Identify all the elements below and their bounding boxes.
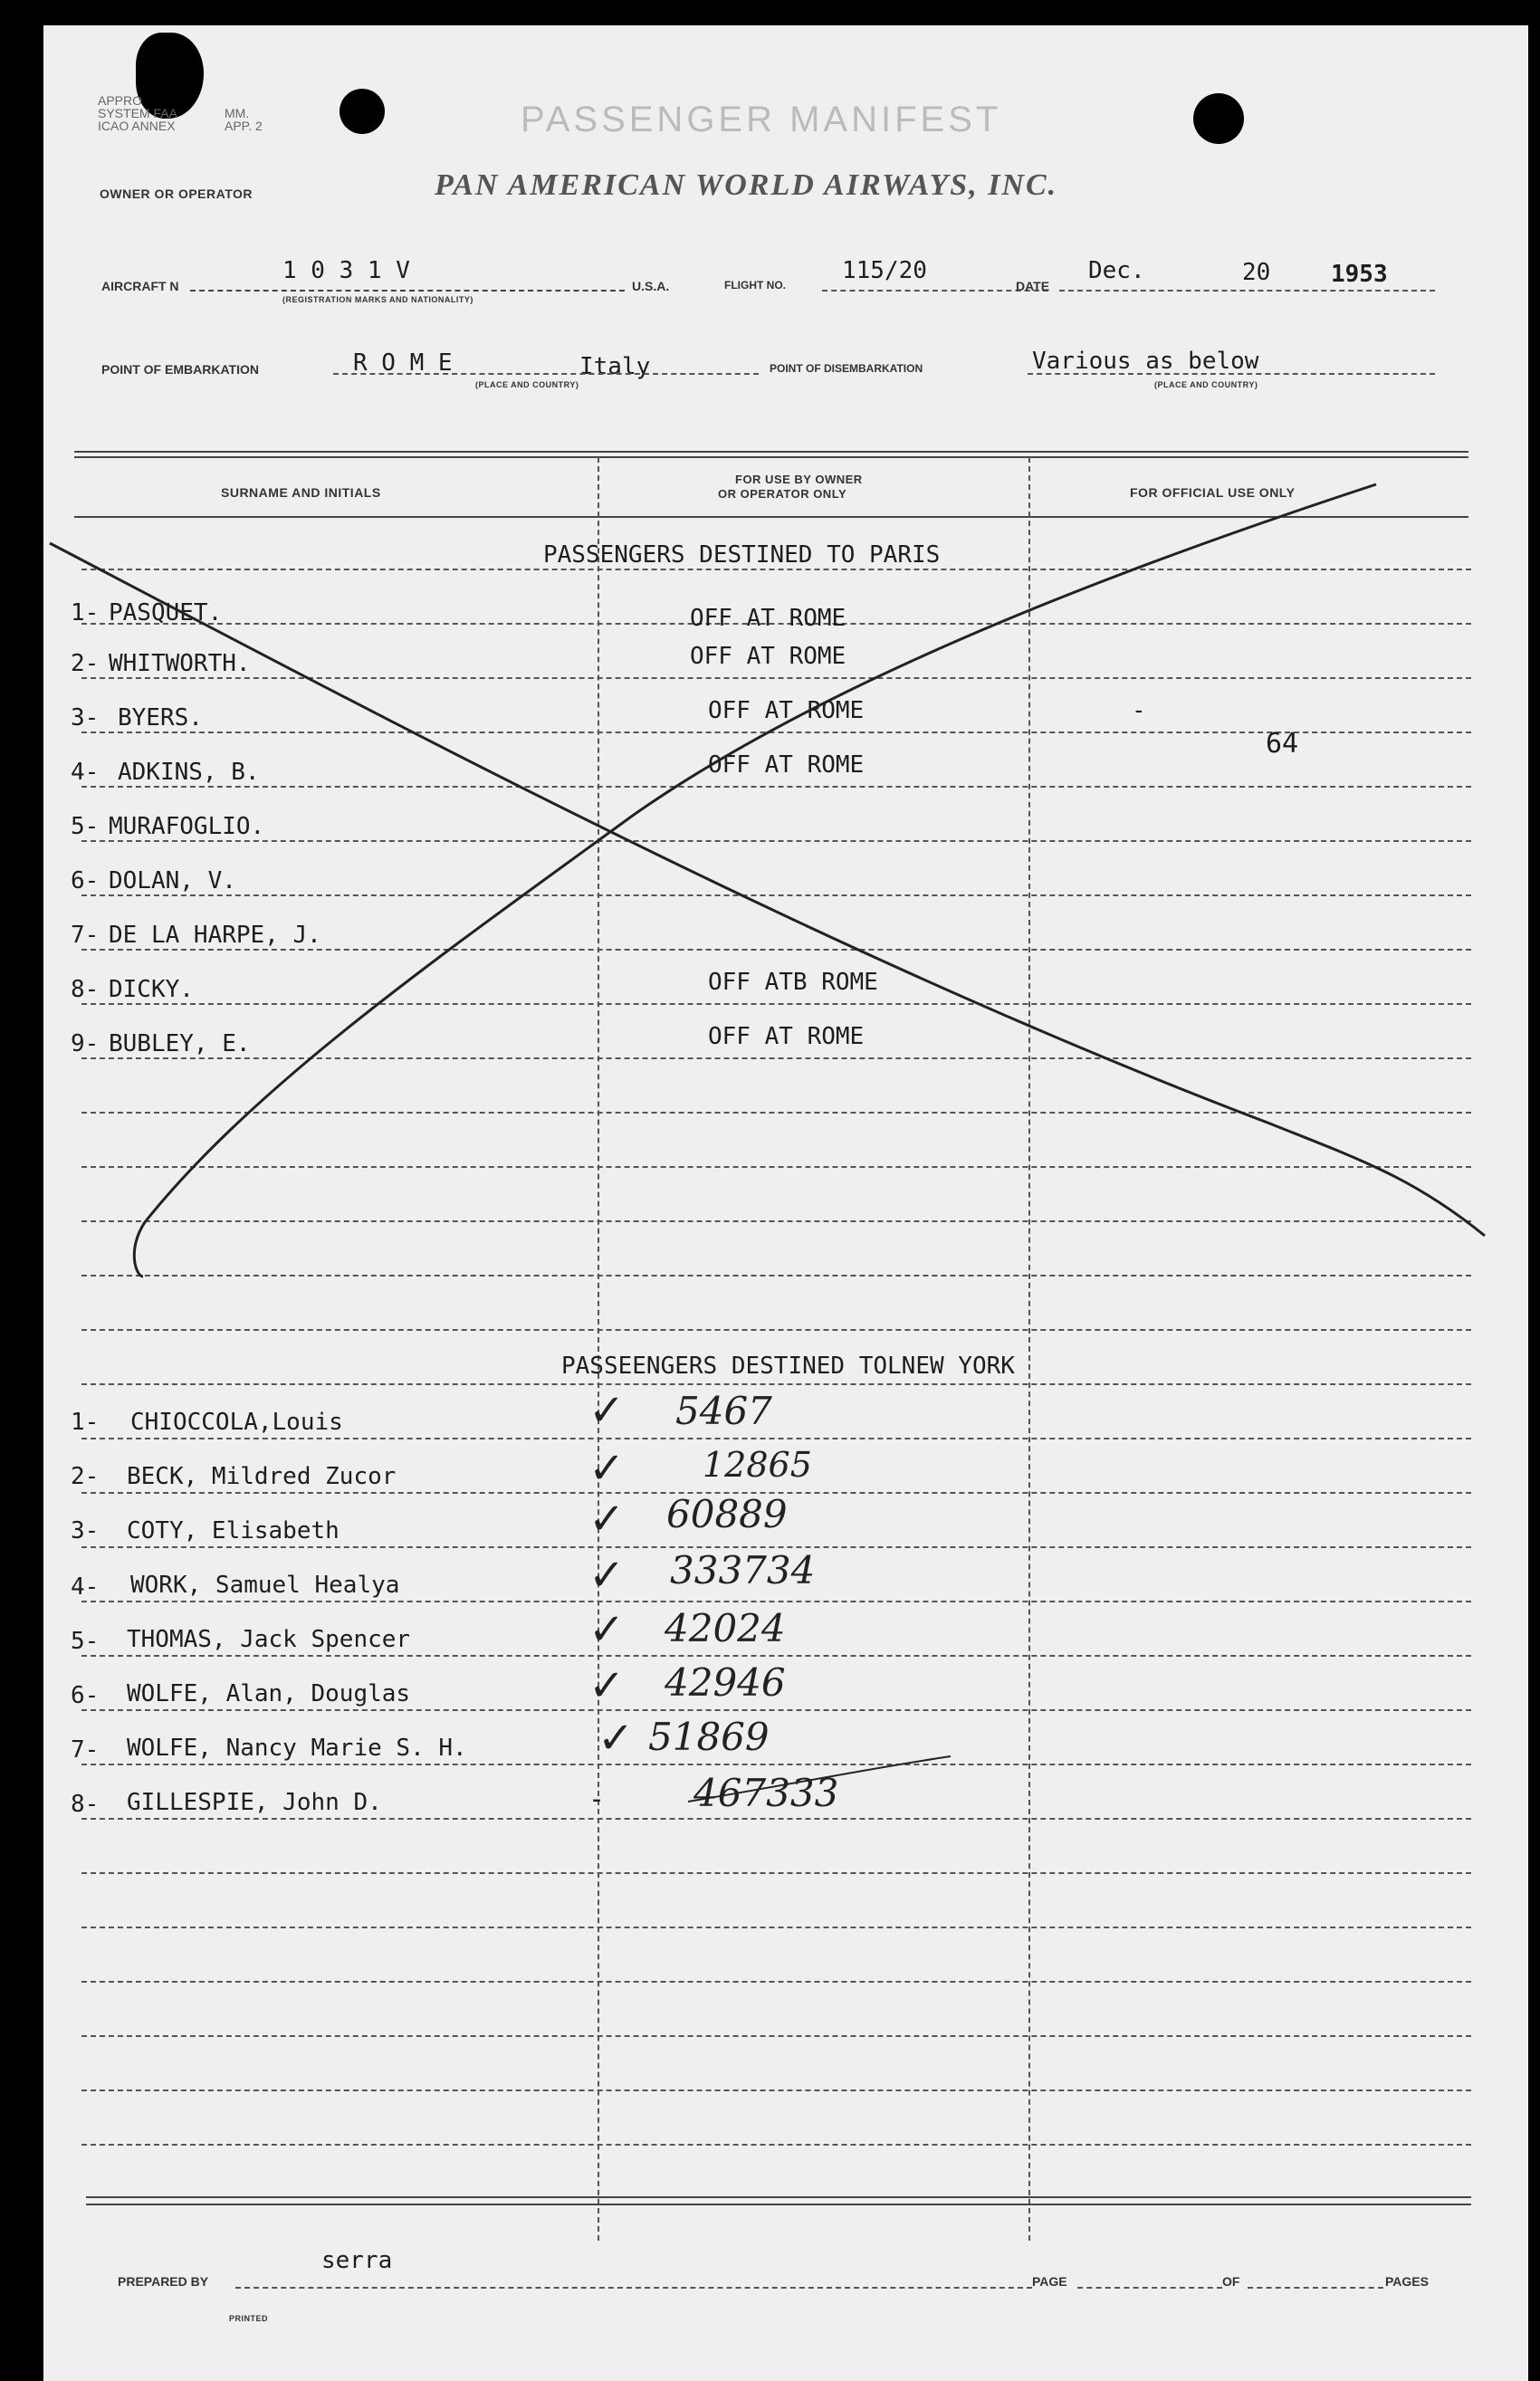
section-heading-newyork: PASSEENGERS DESTINED TOLNEW YORK (561, 1353, 1015, 1380)
printed-mark: PRINTED (229, 2314, 269, 2323)
check-mark: ✓ (588, 1604, 626, 1655)
header-bottom-rule (74, 516, 1468, 518)
usa-label: U.S.A. (632, 279, 670, 293)
ticket-number: 60889 (666, 1492, 788, 1536)
of-underline (1248, 2287, 1383, 2289)
row-rule (81, 569, 1471, 570)
date-year: 1953 (1331, 261, 1388, 288)
list-item-number: 1- (71, 599, 100, 626)
ticket-number: 5467 (675, 1389, 772, 1433)
approval-line: APPRO (98, 93, 143, 108)
list-item-number: 4- (71, 1573, 100, 1601)
footer-rule-1 (86, 2196, 1471, 2198)
row-rule (81, 1112, 1471, 1114)
check-mark: - (588, 1783, 606, 1815)
row-rule (81, 1220, 1471, 1222)
date-underline (1059, 290, 1435, 292)
header-top-rule-2 (74, 456, 1468, 458)
aircraft-sublabel: (REGISTRATION MARKS AND NATIONALITY) (282, 295, 473, 304)
row-rule (81, 2144, 1471, 2146)
row-rule (81, 1927, 1471, 1928)
operator-note: OFF AT ROME (708, 751, 865, 779)
header-top-rule-1 (74, 451, 1468, 453)
list-item-number: 3- (71, 1517, 100, 1544)
col-owner-header-1: FOR USE BY OWNER (735, 473, 863, 486)
row-rule (81, 1003, 1471, 1005)
prepared-by-value: serra (321, 2247, 393, 2274)
column-divider-2 (1028, 457, 1030, 2241)
passenger-name: BYERS. (118, 704, 203, 732)
row-rule (81, 1275, 1471, 1277)
operator-note: OFF ATB ROME (708, 969, 878, 996)
row-rule (81, 894, 1471, 896)
official-dash: - (1132, 697, 1146, 724)
col-owner-header-2: OR OPERATOR ONLY (718, 487, 847, 501)
approval-suffix-1: MM. (225, 106, 250, 120)
owner-label: OWNER OR OPERATOR (100, 186, 253, 201)
passenger-name: CHIOCCOLA,Louis (130, 1409, 343, 1436)
list-item-number: 9- (71, 1030, 100, 1057)
passenger-name: WOLFE, Alan, Douglas (127, 1680, 411, 1707)
row-rule (81, 1872, 1471, 1874)
embark-country: Italy (579, 353, 651, 380)
row-rule (81, 1981, 1471, 1983)
passenger-name: WORK, Samuel Healya (130, 1572, 400, 1599)
date-day: 20 (1242, 259, 1271, 286)
list-item-number: 3- (71, 704, 100, 732)
ticket-number: 42946 (665, 1660, 786, 1705)
disembark-underline (1028, 373, 1435, 375)
check-mark: ✓ (588, 1385, 626, 1436)
list-item-number: 7- (71, 922, 100, 949)
operator-note: OFF AT ROME (690, 643, 847, 670)
aircraft-underline (190, 290, 625, 292)
flight-value: 115/20 (842, 257, 927, 284)
row-rule (81, 1166, 1471, 1168)
check-mark: ✓ (598, 1713, 635, 1764)
prepared-by-label: PREPARED BY (118, 2274, 209, 2289)
row-rule (81, 1057, 1471, 1059)
page-title: PASSENGER MANIFEST (521, 100, 1002, 139)
ticket-number: 51869 (648, 1715, 770, 1759)
ticket-number: 12865 (703, 1445, 812, 1485)
approval-block (98, 94, 177, 132)
row-rule (81, 1329, 1471, 1331)
flight-label: FLIGHT NO. (724, 279, 786, 292)
row-rule (81, 1709, 1471, 1711)
row-rule (81, 1438, 1471, 1439)
owner-value: PAN AMERICAN WORLD AIRWAYS, INC. (435, 168, 1058, 202)
list-item-number: 2- (71, 650, 100, 677)
page-underline (1077, 2287, 1222, 2289)
column-divider-1 (598, 457, 599, 2241)
col-surname-header: SURNAME AND INITIALS (221, 485, 381, 500)
passenger-name: COTY, Elisabeth (127, 1517, 340, 1544)
list-item-number: 4- (71, 759, 100, 786)
list-item-number: 6- (71, 1682, 100, 1709)
check-mark: ✓ (588, 1443, 626, 1494)
manifest-page (43, 25, 1528, 2381)
page-label: PAGE (1032, 2274, 1067, 2289)
approval-suffix-2: APP. 2 (225, 119, 263, 133)
prepared-by-underline (235, 2287, 1032, 2289)
passenger-name: WHITWORTH. (109, 650, 251, 677)
row-rule (81, 1655, 1471, 1657)
list-item-number: 5- (71, 813, 100, 840)
row-rule (81, 732, 1471, 733)
col-official-header: FOR OFFICIAL USE ONLY (1130, 485, 1296, 500)
passenger-name: ADKINS, B. (118, 759, 260, 786)
list-item-number: 6- (71, 867, 100, 894)
passenger-name: GILLESPIE, John D. (127, 1789, 382, 1816)
flight-underline (822, 290, 1048, 292)
row-rule (81, 1383, 1471, 1385)
embark-sublabel: (PLACE AND COUNTRY) (475, 380, 579, 389)
check-mark: ✓ (588, 1660, 626, 1711)
passenger-name: DICKY. (109, 976, 194, 1003)
of-label: OF (1222, 2274, 1240, 2289)
passenger-name: BECK, Mildred Zucor (127, 1463, 397, 1490)
row-rule (81, 786, 1471, 788)
list-item-number: 8- (71, 976, 100, 1003)
punch-hole-right (1193, 93, 1244, 144)
row-rule (81, 2089, 1471, 2091)
disembark-label: POINT OF DISEMBARKATION (770, 362, 923, 375)
list-item-number: 5- (71, 1628, 100, 1655)
passenger-name: WOLFE, Nancy Marie S. H. (127, 1735, 467, 1762)
ticket-number: 467333 (693, 1771, 839, 1815)
embark-value: R O M E (353, 349, 453, 377)
aircraft-label: AIRCRAFT N (101, 279, 179, 293)
passenger-name: THOMAS, Jack Spencer (127, 1626, 411, 1653)
approval-line: ICAO ANNEX (98, 119, 176, 133)
official-marginal-note: 64 (1266, 728, 1299, 760)
approval-line: SYSTEM FAA (98, 106, 177, 120)
list-item-number: 1- (71, 1409, 100, 1436)
row-rule (81, 677, 1471, 679)
operator-note: OFF AT ROME (708, 697, 865, 724)
operator-note: OFF AT ROME (690, 605, 847, 632)
list-item-number: 7- (71, 1736, 100, 1764)
date-label: DATE (1016, 279, 1050, 293)
check-mark: ✓ (588, 1550, 626, 1601)
disembark-value: Various as below (1032, 348, 1259, 375)
section-heading-paris: PASSENGERS DESTINED TO PARIS (543, 541, 941, 569)
pages-label: PAGES (1385, 2274, 1429, 2289)
embark-underline (333, 373, 759, 375)
passenger-name: PASQUET. (109, 599, 223, 626)
row-rule (81, 1764, 1471, 1765)
passenger-name: MURAFOGLIO. (109, 813, 265, 840)
row-rule (81, 2035, 1471, 2037)
row-rule (81, 840, 1471, 842)
list-item-number: 8- (71, 1791, 100, 1818)
aircraft-value: 1 0 3 1 V (282, 257, 410, 284)
row-rule (81, 1818, 1471, 1820)
footer-rule-2 (86, 2204, 1471, 2205)
ticket-number: 42024 (665, 1606, 786, 1650)
date-month: Dec. (1088, 257, 1145, 284)
passenger-name: DE LA HARPE, J. (109, 922, 321, 949)
disembark-sublabel: (PLACE AND COUNTRY) (1154, 380, 1258, 389)
row-rule (81, 949, 1471, 951)
passenger-name: BUBLEY, E. (109, 1030, 251, 1057)
punch-hole-left (340, 89, 385, 134)
passenger-name: DOLAN, V. (109, 867, 236, 894)
operator-note: OFF AT ROME (708, 1023, 865, 1050)
check-mark: ✓ (588, 1494, 626, 1544)
row-rule (81, 1601, 1471, 1602)
embark-label: POINT OF EMBARKATION (101, 362, 259, 377)
list-item-number: 2- (71, 1463, 100, 1490)
ticket-number: 333734 (670, 1548, 816, 1592)
